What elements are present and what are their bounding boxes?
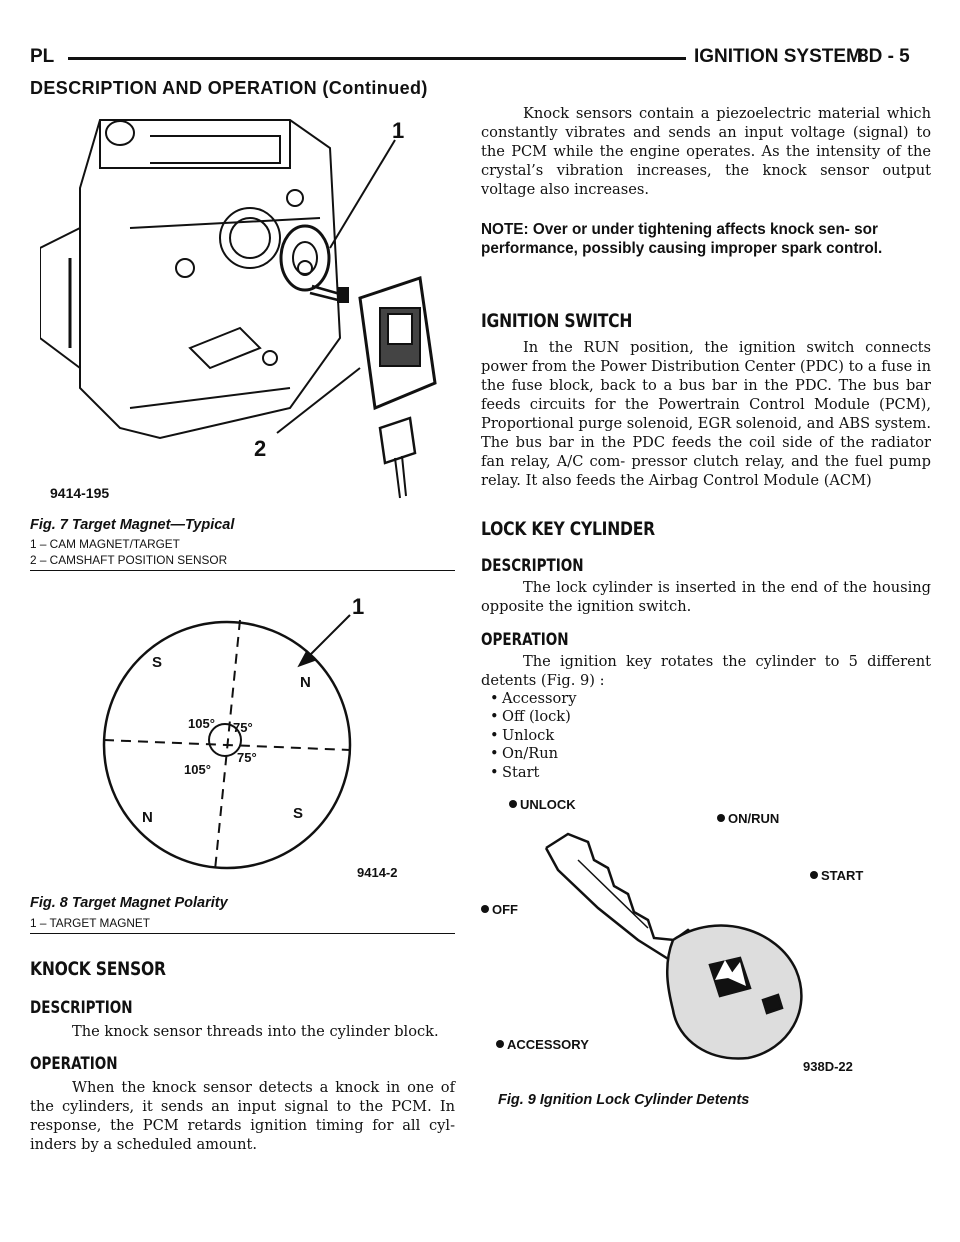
knock-sensor-operation-text: When the knock sensor detects a knock in one of the cylinders, it sends an input signal to the PCM. In response, the PCM retards ignition timing for all cyl- inders by a scheduled amount. bbox=[30, 1079, 455, 1153]
fig8-pole-s-top: S bbox=[152, 654, 163, 671]
header-section-title: IGNITION SYSTEM bbox=[694, 46, 862, 67]
fig7-rule bbox=[30, 570, 455, 571]
list-item: • Off (lock) bbox=[481, 708, 931, 726]
lock-key-operation-text: The ignition key rotates the cylinder to 5 different detents (Fig. 9) : bbox=[481, 653, 931, 689]
header-page-number: 8D - 5 bbox=[858, 46, 910, 67]
fig9-label-unlock: UNLOCK bbox=[520, 797, 576, 812]
fig8-pole-n-top: N bbox=[300, 674, 311, 691]
fig9-label-off: OFF bbox=[492, 902, 518, 917]
ignition-switch-text: In the RUN position, the ignition switch connects power from the Power Distribution Center (PDC) to a fuse in the fuse block, back to a bus bar in the PDC. The bus bar feeds circuits for the Powertrain Control Module (PCM), Proportional purge solenoid, EGR solenoid, and ABS system. The bus bar in the PDC feeds the coil side of the radiator fan relay, A/C com- pressor clutch relay, and the fuel pump relay. It also feeds the Airbag Control Module (ACM) bbox=[481, 339, 931, 489]
fig9-illustration bbox=[478, 790, 898, 1090]
fig8-code: 9414-2 bbox=[357, 865, 398, 880]
fig8-angle-105-top: 105° bbox=[188, 716, 215, 731]
continued-heading: DESCRIPTION AND OPERATION (Continued) bbox=[30, 78, 428, 98]
header-rule bbox=[68, 57, 686, 60]
fig7-legend-1: 1 – CAM MAGNET/TARGET bbox=[30, 537, 180, 551]
lock-key-description-text: The lock cylinder is inserted in the end of the housing opposite the ignition switch. bbox=[481, 579, 931, 615]
fig8-pole-s-bottom: S bbox=[293, 805, 304, 822]
fig9-label-accessory: ACCESSORY bbox=[507, 1037, 589, 1052]
fig8-rule bbox=[30, 933, 455, 934]
lock-key-description-heading: DESCRIPTION bbox=[481, 556, 584, 575]
fig7-callout-1: 1 bbox=[392, 118, 405, 143]
fig7-code: 9414-195 bbox=[50, 485, 110, 501]
knock-sensor-description-text: The knock sensor threads into the cylinder block. bbox=[72, 1023, 439, 1040]
list-item: • On/Run bbox=[481, 745, 931, 763]
fig8-angle-75-top: 75° bbox=[233, 720, 253, 735]
fig8-pole-n-bottom: N bbox=[142, 809, 153, 826]
knock-sensor-note: NOTE: Over or under tightening affects knock sen- sor performance, possibly causing improper spark control. bbox=[481, 221, 883, 257]
fig8-caption: Fig. 8 Target Magnet Polarity bbox=[30, 895, 228, 911]
fig7-legend-2: 2 – CAMSHAFT POSITION SENSOR bbox=[30, 553, 228, 567]
fig8-angle-105-bottom: 105° bbox=[184, 762, 211, 777]
detent-list bbox=[481, 690, 931, 782]
fig9-code: 938D-22 bbox=[803, 1059, 853, 1074]
fig7-caption: Fig. 7 Target Magnet—Typical bbox=[30, 517, 235, 533]
list-item: • Start bbox=[481, 764, 931, 782]
header-left-code: PL bbox=[30, 46, 55, 67]
ignition-switch-heading: IGNITION SWITCH bbox=[481, 310, 633, 332]
fig8-legend-1: 1 – TARGET MAGNET bbox=[30, 916, 150, 930]
fig9-label-on-run: ON/RUN bbox=[728, 811, 780, 826]
list-item: • Unlock bbox=[481, 727, 931, 745]
fig9-caption: Fig. 9 Ignition Lock Cylinder Detents bbox=[498, 1092, 750, 1108]
lock-key-cylinder-heading: LOCK KEY CYLINDER bbox=[481, 518, 655, 540]
list-item: • Accessory bbox=[481, 690, 931, 708]
knock-sensor-operation-text-2: Knock sensors contain a piezoelectric material which constantly vibrates and sends an input voltage (signal) to the PCM while the engine operates. As the intensity of the crystal’s vibration increases, the knock sensor output voltage also increases. bbox=[481, 105, 931, 198]
fig7-callout-2: 2 bbox=[254, 436, 267, 461]
knock-sensor-description-heading: DESCRIPTION bbox=[30, 998, 133, 1017]
fig8-illustration bbox=[100, 590, 420, 890]
fig9-label-start: START bbox=[821, 868, 864, 883]
fig8-callout-1: 1 bbox=[352, 594, 365, 619]
knock-sensor-operation-heading: OPERATION bbox=[30, 1054, 118, 1073]
lock-key-operation-heading: OPERATION bbox=[481, 630, 569, 649]
fig7-illustration bbox=[40, 108, 460, 508]
fig8-angle-75-bottom: 75° bbox=[237, 750, 257, 765]
knock-sensor-heading: KNOCK SENSOR bbox=[30, 958, 166, 980]
